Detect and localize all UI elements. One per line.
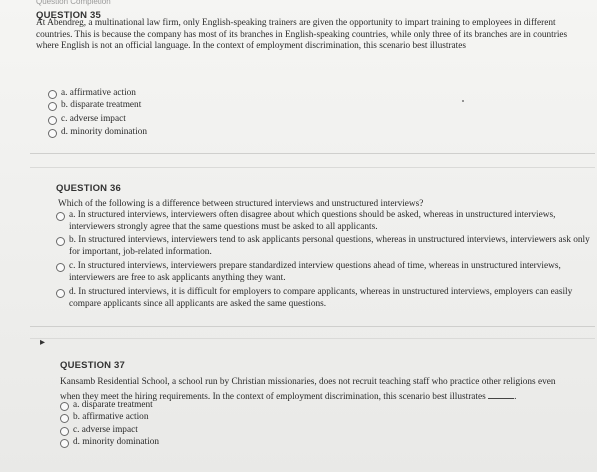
q37-option-c[interactable] — [60, 425, 360, 437]
question-37-text-line2-content: when they meet the hiring requirements. In the context of employment discrimination, this scenario best illustrates — [60, 392, 486, 402]
question-35-title: QUESTION 35 — [36, 10, 102, 21]
option-label: c. adverse impact — [61, 114, 126, 124]
option-label: b. disparate treatment — [61, 100, 142, 110]
q36-option-b[interactable] — [56, 235, 590, 258]
question-37-title: QUESTION 37 — [60, 360, 126, 371]
option-label: d. In structured interviews, it is difficult for employers to compare applicants, whereas in unstructured interviews, employers can easily compare applicants since all applicants are asked the same questions. — [69, 287, 573, 309]
q35-option-d[interactable] — [48, 127, 348, 139]
radio-button[interactable] — [56, 237, 65, 246]
q36-option-d[interactable] — [56, 287, 590, 310]
q35-option-a[interactable] — [48, 88, 348, 100]
q35-option-c[interactable] — [48, 114, 348, 126]
question-37-text-line1: Kansamb Residential School, a school run by Christian missionaries, does not recruit teaching staff who practice other religions even — [60, 377, 556, 387]
question-36-text: Which of the following is a difference between structured interviews and unstructured interviews? — [58, 199, 424, 209]
question-35-text: At Abendreg, a multinational law firm, only English-speaking trainers are given the opportunity to impart training to employees in different countries. This is because the company has most of its branches in English-speaking countries, while only three of its branches are in countries where English is not an official language. In the context of employment discrimination, this scenario best illustrates — [36, 18, 568, 51]
q37-option-b[interactable] — [60, 412, 360, 424]
answer-blank — [488, 389, 514, 399]
divider — [30, 326, 595, 327]
radio-button[interactable] — [48, 102, 57, 111]
option-label: a. affirmative action — [61, 88, 136, 98]
radio-button[interactable] — [56, 212, 65, 221]
divider — [30, 338, 595, 339]
option-label: d. minority domination — [61, 127, 147, 137]
option-label: b. affirmative action — [73, 412, 149, 422]
radio-button[interactable] — [60, 402, 69, 411]
q35-option-b[interactable] — [48, 100, 348, 112]
radio-button[interactable] — [60, 439, 69, 448]
option-label: c. In structured interviews, interviewers prepare standardized interview questions ahead of time, whereas in unstructured interviews, interviewers are free to ask applicants anything they want. — [69, 261, 561, 283]
radio-button[interactable] — [48, 116, 57, 125]
q37-option-a[interactable] — [60, 400, 360, 412]
status-header: Question Completion — [36, 0, 111, 6]
option-label: d. minority domination — [73, 437, 159, 447]
speck — [462, 100, 464, 102]
divider — [30, 167, 595, 168]
q37-option-d[interactable] — [60, 437, 360, 449]
radio-button[interactable] — [56, 289, 65, 298]
radio-button[interactable] — [60, 414, 69, 423]
radio-button[interactable] — [48, 129, 57, 138]
q36-option-c[interactable] — [56, 261, 590, 284]
radio-button[interactable] — [60, 427, 69, 436]
question-36-title: QUESTION 36 — [56, 183, 122, 194]
option-label: c. adverse impact — [73, 425, 138, 435]
q36-option-a[interactable] — [56, 210, 590, 233]
option-label: a. disparate treatment — [73, 400, 153, 410]
option-label: a. In structured interviews, interviewers often disagree about which questions should be asked, whereas in unstructured interviews, interviewers strongly agree that the same questions must be asked to all applicants. — [69, 210, 556, 232]
mouse-cursor-icon: ▸ — [40, 337, 46, 348]
radio-button[interactable] — [56, 263, 65, 272]
question-37-text-line2: when they meet the hiring requirements. In the context of employment discrimination, this scenario best illustrates . — [60, 389, 594, 404]
option-label: b. In structured interviews, interviewers tend to ask applicants personal questions, whereas in unstructured interviews, interviewers ask only for important, job-related information. — [69, 235, 590, 257]
divider — [30, 153, 595, 154]
radio-button[interactable] — [48, 90, 57, 99]
